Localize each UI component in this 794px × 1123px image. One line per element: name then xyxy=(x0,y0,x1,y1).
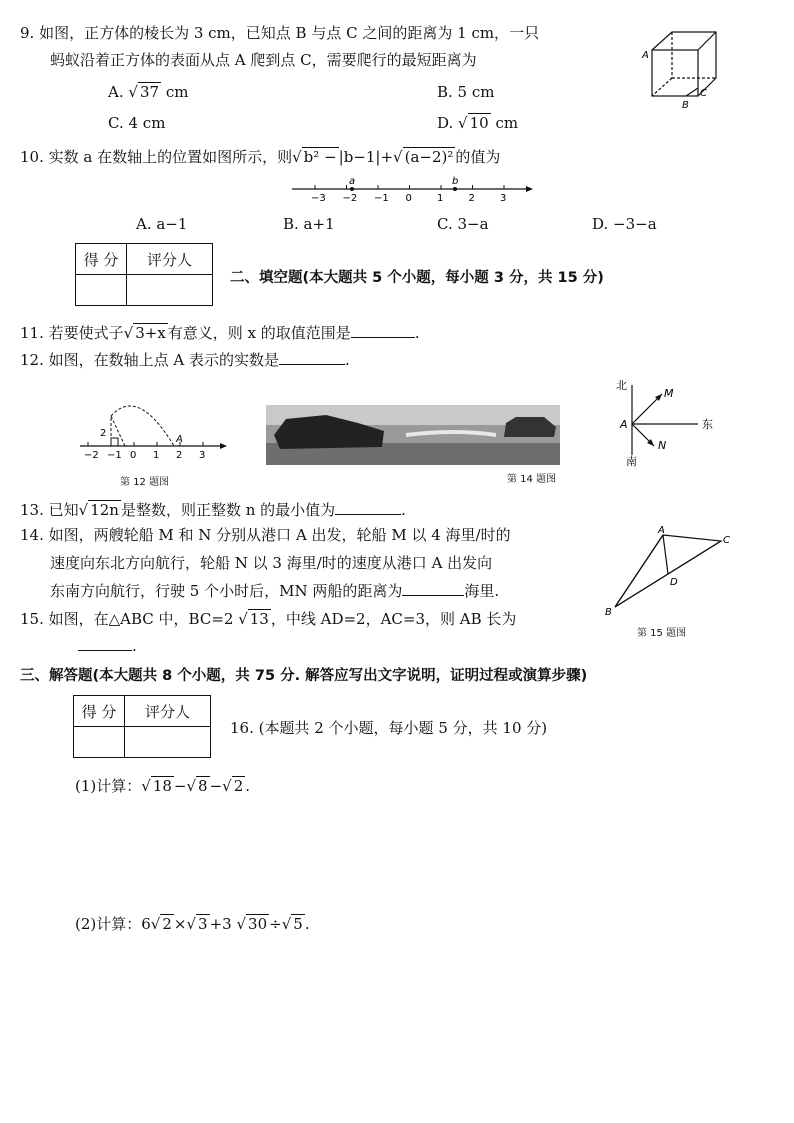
fig12-axis-tick-label: 1 xyxy=(153,450,160,461)
cube-figure xyxy=(640,22,730,112)
q10-option-b[interactable]: B. a+1 xyxy=(283,215,335,233)
q9-line1: 9. 如图，正方体的棱长为 3 cm，已知点 B 与点 C 之间的距离为 1 cm，一只 xyxy=(20,24,540,42)
q9-option-b[interactable]: B. 5 cm xyxy=(437,83,495,101)
q14-line2: 速度向东北方向航行，轮船 N 以 3 海里/时的速度从港口 A 出发向 xyxy=(50,554,493,572)
q14-answer-blank[interactable] xyxy=(402,581,464,596)
compass-figure xyxy=(612,375,722,467)
q15-answer-blank[interactable] xyxy=(78,636,132,651)
score-cell[interactable] xyxy=(74,727,125,758)
score-header: 得 分 xyxy=(74,696,125,727)
q9-line2: 蚂蚁沿着正方体的表面从点 A 爬到点 C，需要爬行的最短距离为 xyxy=(50,51,477,69)
fig12-axis-tick-label: 3 xyxy=(199,450,206,461)
figure-14-caption: 第 14 题图 xyxy=(507,474,557,485)
grader-header: 评分人 xyxy=(125,696,211,727)
score-cell[interactable] xyxy=(76,275,127,306)
fig15-label-a: A xyxy=(658,525,665,536)
cube-label-a: A xyxy=(642,50,649,61)
fig15-label-b: B xyxy=(605,607,612,617)
median-ad xyxy=(663,535,668,574)
fig12-axis-tick-label: −2 xyxy=(84,450,99,461)
compass-north: 北 xyxy=(616,379,627,392)
q10-label-a: a xyxy=(349,176,356,187)
q10-axis-tick-label: −2 xyxy=(342,193,358,204)
q15-stem: 15. 如图，在△ABC 中，BC=2 √ 13 ，中线 AD=2，AC=3，则 AB 长为 xyxy=(20,610,517,628)
score-header: 得 分 xyxy=(76,244,127,275)
cube-label-c: C xyxy=(700,88,707,99)
score-table-2 xyxy=(73,695,211,758)
fig12-label-a: A xyxy=(176,434,183,445)
figure-14-photo xyxy=(266,405,560,465)
figure-15-triangle xyxy=(603,525,733,617)
compass-label-n: N xyxy=(658,439,667,452)
q15-line2: . xyxy=(78,636,137,656)
q14-line3: 东南方向航行，行驶 5 个小时后，MN 两船的距离为 海里. xyxy=(50,582,500,600)
q11-stem: 11. 若要使式子√ 3+x 有意义，则 x 的取值范围是 . xyxy=(20,324,420,342)
cube-hidden-edge xyxy=(652,78,672,96)
q9-option-c[interactable]: C. 4 cm xyxy=(108,114,166,132)
q10-point-a xyxy=(350,187,354,191)
cube-bc-segment xyxy=(686,88,698,96)
section-2-heading: 二、填空题(本大题共 5 个小题，每小题 3 分，共 15 分) xyxy=(230,270,604,286)
compass-label-a: A xyxy=(620,418,628,431)
q9-option-a[interactable]: A. √ 37 cm xyxy=(108,83,189,101)
q13-stem: 13. 已知√ 12n 是整数，则正整数 n 的最小值为 . xyxy=(20,501,406,519)
q10-axis-tick-label: −1 xyxy=(374,193,389,204)
q16-part2: (2)计算：6√ 2 ×√ 3 +3 √ 30 ÷√ 5 . xyxy=(75,915,310,933)
q16-title: 16. (本题共 2 个小题，每小题 5 分，共 10 分) xyxy=(230,719,548,737)
fig12-axis-tick-label: −1 xyxy=(107,450,122,461)
q14-line1: 14. 如图，两艘轮船 M 和 N 分别从港口 A 出发，轮船 M 以 4 海里/时的 xyxy=(20,526,511,544)
cube-label-b: B xyxy=(682,100,689,111)
q11-answer-blank[interactable] xyxy=(351,323,415,338)
side-ab xyxy=(615,535,663,607)
fig12-right-angle xyxy=(111,438,118,446)
q10-number-line xyxy=(290,175,535,207)
q12-answer-blank[interactable] xyxy=(279,350,345,365)
q10-axis-tick-label: 1 xyxy=(437,193,444,204)
fig15-label-d: D xyxy=(670,577,678,588)
q12-stem: 12. 如图，在数轴上点 A 表示的实数是 . xyxy=(20,351,350,369)
q10-option-d[interactable]: D. −3−a xyxy=(592,215,657,233)
figure-12 xyxy=(78,390,228,465)
grader-cell[interactable] xyxy=(125,727,211,758)
q10-point-b xyxy=(453,187,457,191)
q10-axis-tick-label: −3 xyxy=(311,193,326,204)
compass-label-m: M xyxy=(664,387,674,400)
q10-stem: 10. 实数 a 在数轴上的位置如图所示，则√ b² − |b−1|+√ (a−2)² 的值为 xyxy=(20,148,501,166)
q10-label-b: b xyxy=(452,176,459,187)
fig12-axis-arrow xyxy=(220,443,227,449)
compass-east: 东 xyxy=(702,418,713,431)
q10-axis-tick-label: 2 xyxy=(468,193,475,204)
figure-15-caption: 第 15 题图 xyxy=(637,628,687,639)
q16-part1: (1)计算：√ 18 −√ 8 −√ 2 . xyxy=(75,777,251,795)
grader-header: 评分人 xyxy=(127,244,213,275)
q10-axis-arrow xyxy=(526,186,533,192)
figure-12-caption: 第 12 题图 xyxy=(120,477,170,488)
q10-axis-tick-label: 0 xyxy=(405,193,412,204)
section-3-heading: 三、解答题(本大题共 8 个小题，共 75 分. 解答应写出文字说明，证明过程或演算步骤) xyxy=(20,668,588,684)
fig15-label-c: C xyxy=(723,535,730,546)
segment-dc xyxy=(668,541,721,574)
fig12-label-2: 2 xyxy=(100,428,107,439)
q10-axis-tick-label: 3 xyxy=(500,193,507,204)
q10-option-a[interactable]: A. a−1 xyxy=(136,215,188,233)
fig12-arc xyxy=(111,406,174,446)
q10-option-c[interactable]: C. 3−a xyxy=(437,215,489,233)
fig12-axis-tick-label: 0 xyxy=(130,450,137,461)
cube-edge xyxy=(698,32,716,50)
score-table-1 xyxy=(75,243,213,306)
grader-cell[interactable] xyxy=(127,275,213,306)
q9-option-d[interactable]: D. √ 10 cm xyxy=(437,114,519,132)
segment-bd xyxy=(615,574,668,607)
fig12-axis-tick-label: 2 xyxy=(176,450,183,461)
compass-south: 南 xyxy=(626,455,637,467)
q13-answer-blank[interactable] xyxy=(335,500,401,515)
